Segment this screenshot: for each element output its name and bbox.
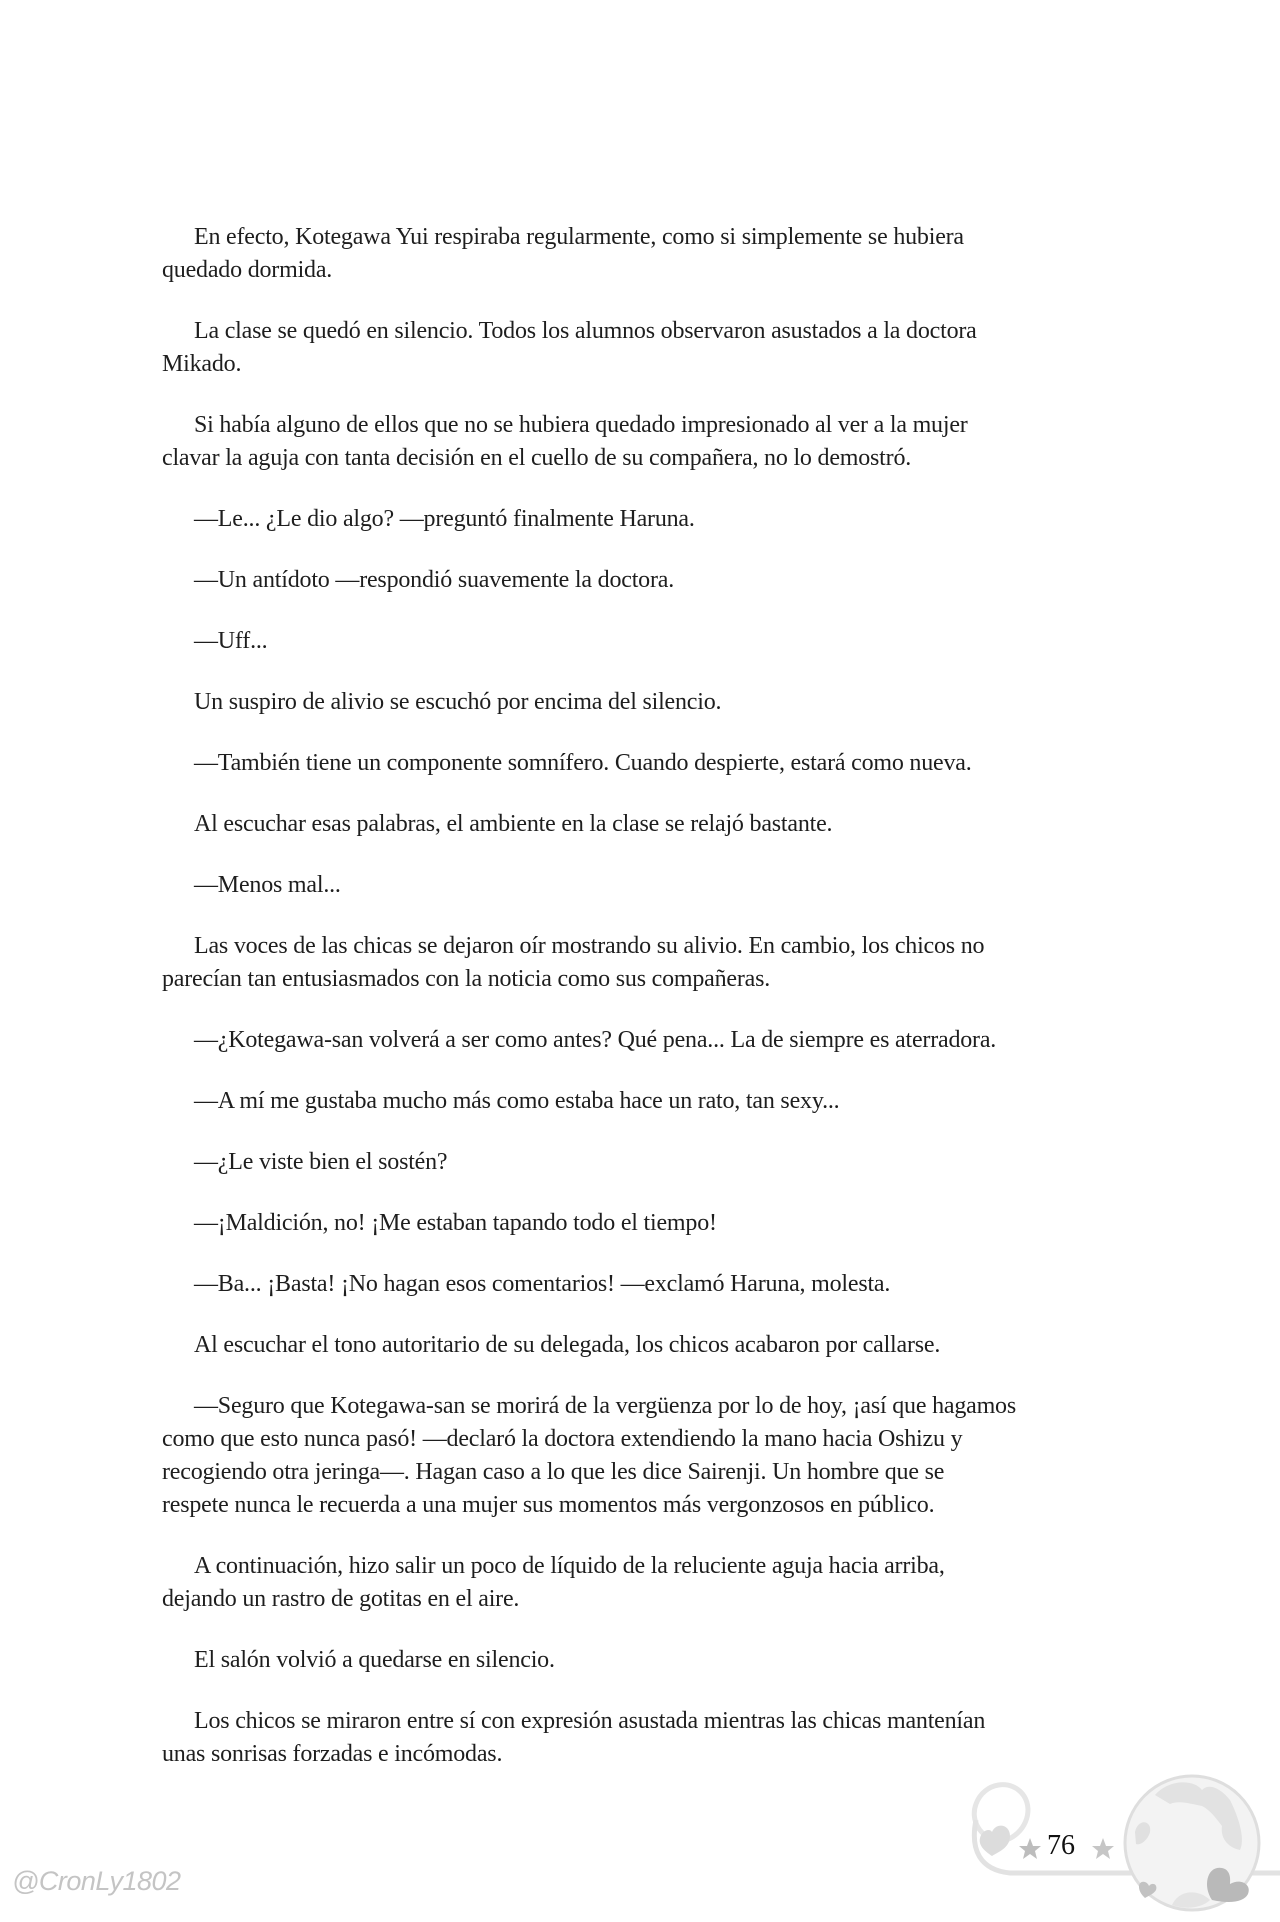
text-line: respete nunca le recuerda a una mujer sus momentos más vergonzosos en público. [162,1492,935,1518]
text-line: —Le... ¿Le dio algo? —preguntó finalmente Haruna. [194,506,695,532]
text-line: recogiendo otra jeringa—. Hagan caso a lo que les dice Sairenji. Un hombre que se [162,1459,945,1485]
text-line: Las voces de las chicas se dejaron oír mostrando su alivio. En cambio, los chicos no [194,933,985,959]
text-line: —¡Maldición, no! ¡Me estaban tapando todo el tiempo! [194,1210,717,1236]
text-line: —Un antídoto —respondió suavemente la doctora. [194,567,675,593]
paragraph [162,747,1162,780]
paragraph [162,1085,1162,1118]
watermark: @CronLy1802 [12,1866,181,1896]
paragraph [162,1268,1162,1301]
text-line: clavar la aguja con tanta decisión en el cuello de su compañera, no lo demostró. [162,445,912,471]
page-number: 76 [1047,1830,1075,1861]
text-line: Los chicos se miraron entre sí con expresión asustada mientras las chicas mantenían [194,1708,986,1734]
text-line: A continuación, hizo salir un poco de líquido de la reluciente aguja hacia arriba, [194,1553,945,1579]
paragraph [162,1390,1162,1522]
text-line: Un suspiro de alivio se escuchó por encima del silencio. [194,689,722,715]
paragraph [162,1207,1162,1240]
paragraph [162,221,1162,287]
paragraph [162,930,1162,996]
text-line: —También tiene un componente somnífero. Cuando despierte, estará como nueva. [194,750,972,776]
paragraph [162,409,1162,475]
page-body-text [162,221,1162,1799]
paragraph [162,1024,1162,1057]
paragraph [162,564,1162,597]
paragraph [162,1329,1162,1362]
text-line: parecían tan entusiasmados con la noticia como sus compañeras. [162,966,771,992]
star-icon [1019,1838,1041,1859]
text-line: unas sonrisas forzadas e incómodas. [162,1741,503,1767]
paragraph [162,503,1162,536]
star-icon [1092,1838,1114,1859]
paragraph [162,1644,1162,1677]
text-line: —¿Le viste bien el sostén? [194,1149,448,1175]
text-line: —Menos mal... [194,872,341,898]
text-line: quedado dormida. [162,257,333,283]
paragraph [162,808,1162,841]
page-decoration-icon [940,1760,1280,1922]
text-line: dejando un rastro de gotitas en el aire. [162,1586,520,1612]
text-line: como que esto nunca pasó! —declaró la doctora extendiendo la mano hacia Oshizu y [162,1426,963,1452]
paragraph [162,686,1162,719]
paragraph [162,869,1162,902]
text-line: Mikado. [162,351,242,377]
paragraph [162,625,1162,658]
text-line: —Uff... [194,628,268,654]
paragraph [162,315,1162,381]
text-line: El salón volvió a quedarse en silencio. [194,1647,555,1673]
paragraph [162,1146,1162,1179]
text-line: —Seguro que Kotegawa-san se morirá de la vergüenza por lo de hoy, ¡así que hagamos [194,1393,1016,1419]
paragraph [162,1550,1162,1616]
text-line: Si había alguno de ellos que no se hubiera quedado impresionado al ver a la mujer [194,412,968,438]
text-line: En efecto, Kotegawa Yui respiraba regularmente, como si simplemente se hubiera [194,224,964,250]
text-line: Al escuchar el tono autoritario de su delegada, los chicos acabaron por callarse. [194,1332,941,1358]
text-line: —Ba... ¡Basta! ¡No hagan esos comentarios! —exclamó Haruna, molesta. [194,1271,891,1297]
text-line: Al escuchar esas palabras, el ambiente en la clase se relajó bastante. [194,811,833,837]
text-line: —¿Kotegawa-san volverá a ser como antes? Qué pena... La de siempre es aterradora. [194,1027,997,1053]
text-line: —A mí me gustaba mucho más como estaba hace un rato, tan sexy... [194,1088,840,1114]
text-line: La clase se quedó en silencio. Todos los alumnos observaron asustados a la doctora [194,318,977,344]
